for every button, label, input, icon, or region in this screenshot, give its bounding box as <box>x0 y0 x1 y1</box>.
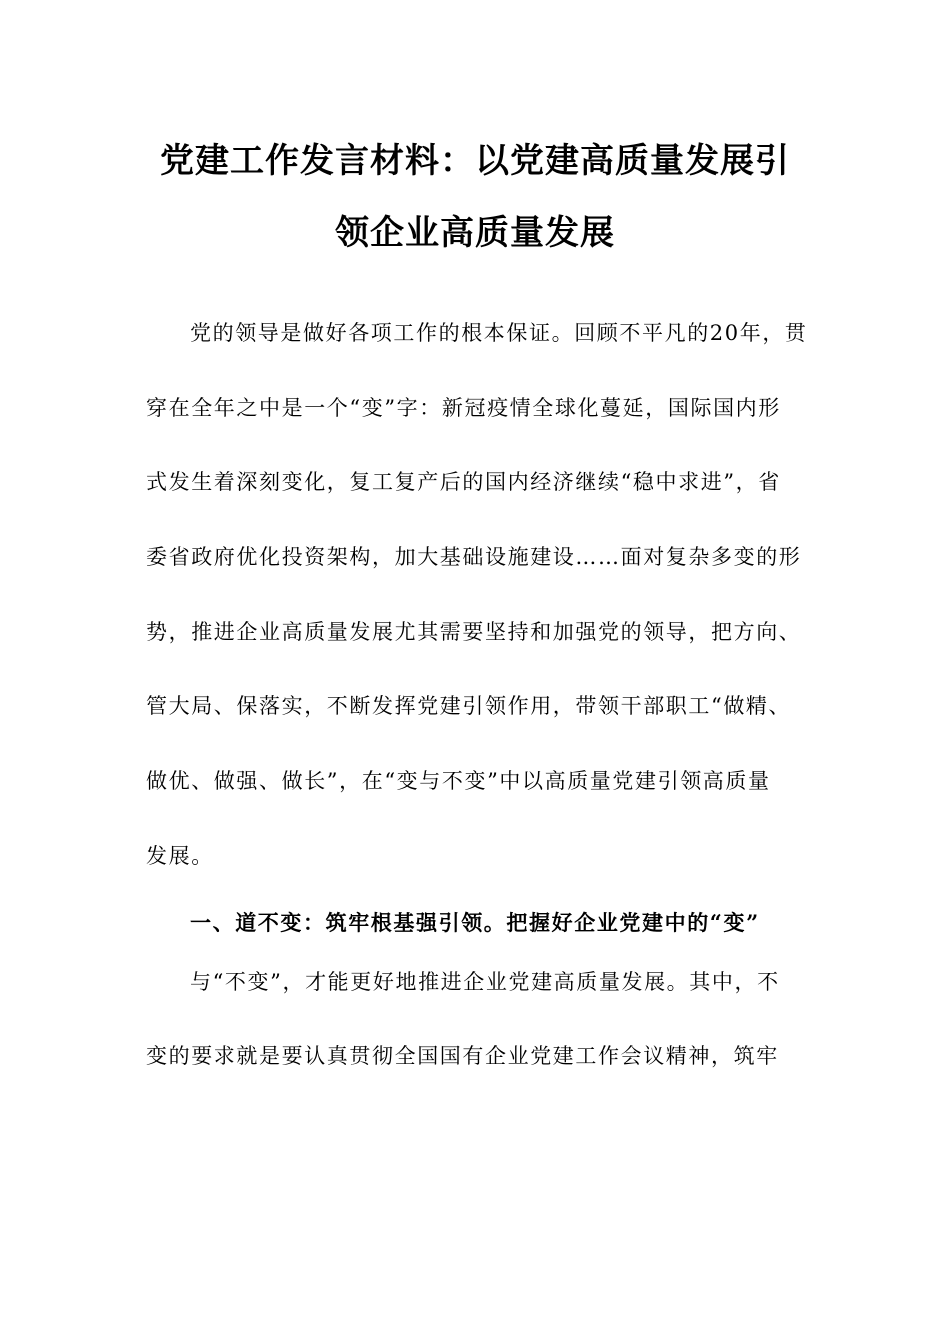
paragraph-line: 管大局、保落实，不断发挥党建引领作用，带领干部职工“做精、 <box>146 694 792 718</box>
paragraph-line: 委省政府优化投资架构，加大基础设施建设……面对复杂多变的形 <box>146 545 802 569</box>
document-title-line-2: 领企业高质量发展 <box>335 213 615 253</box>
paragraph-line: 变的要求就是要认真贯彻全国国有企业党建工作会议精神，筑牢 <box>146 1044 779 1068</box>
paragraph-line: 穿在全年之中是一个“变”字：新冠疫情全球化蔓延，国际国内形 <box>146 396 781 420</box>
paragraph-line: 发展。 <box>146 844 214 868</box>
paragraph-line: 党的领导是做好各项工作的根本保证。回顾不平凡的20年，贯 <box>190 321 808 345</box>
paragraph-line: 做优、做强、做长”，在“变与不变”中以高质量党建引领高质量 <box>146 769 771 793</box>
paragraph-line: 势，推进企业高质量发展尤其需要坚持和加强党的领导，把方向、 <box>146 620 802 644</box>
section-heading: 一、道不变：筑牢根基强引领。把握好企业党建中的“变” <box>190 910 760 935</box>
paragraph-line: 式发生着深刻变化，复工复产后的国内经济继续“稳中求进”，省 <box>146 470 781 494</box>
paragraph-line: 与“不变”，才能更好地推进企业党建高质量发展。其中，不 <box>190 970 780 994</box>
document-title-line-1: 党建工作发言材料：以党建高质量发展引 <box>160 141 790 181</box>
